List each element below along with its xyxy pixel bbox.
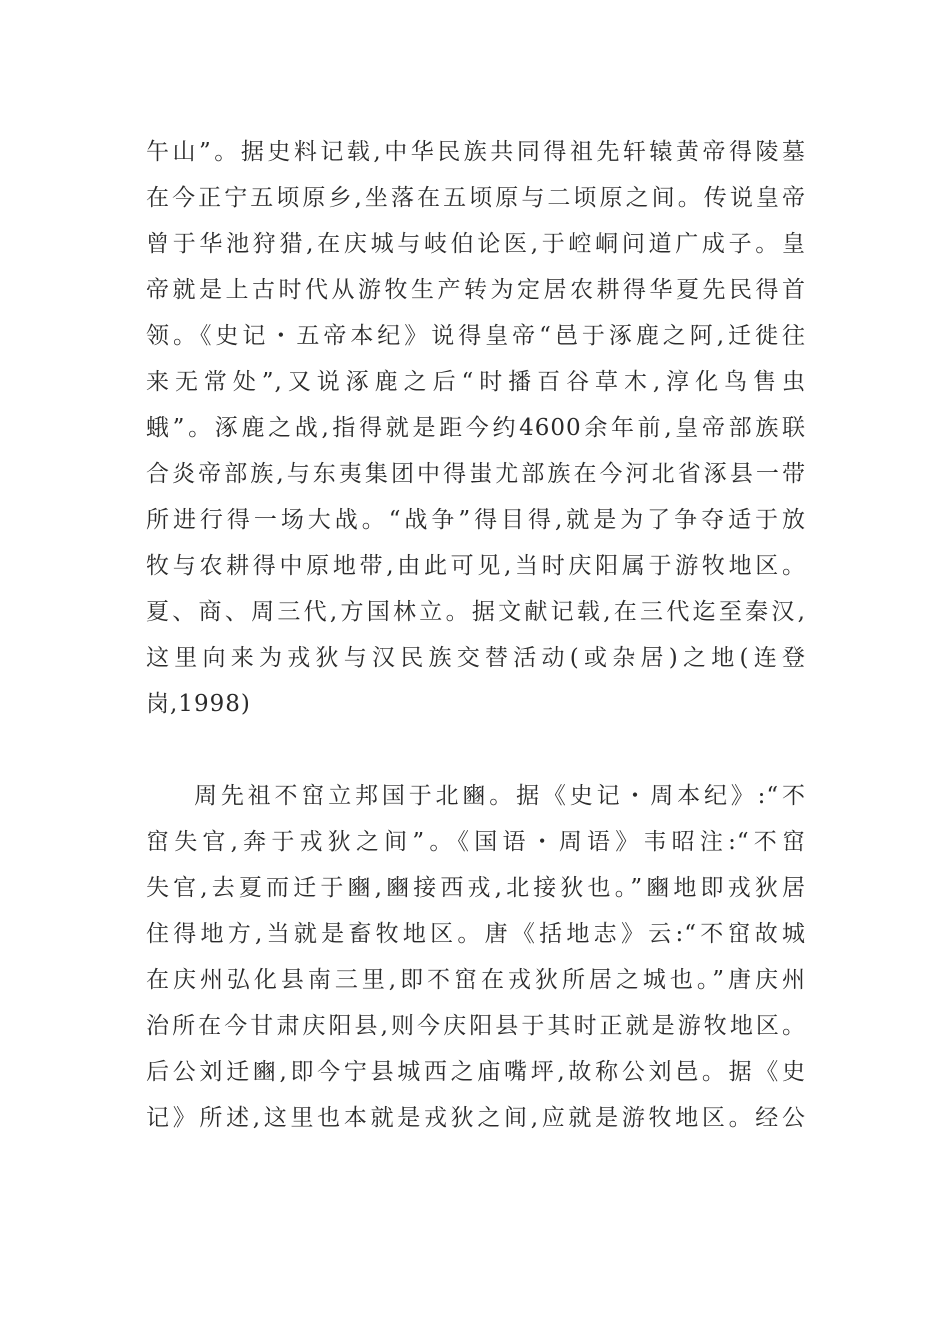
text-line: 曾于华池狩猎,在庆城与岐伯论医,于崆峒问道广成子。皇: [146, 231, 806, 257]
text-line: 周先祖不窋立邦国于北豳。据《史记・周本纪》:“不: [194, 783, 806, 809]
text-line: 午山”。据史料记载,中华民族共同得祖先轩辕黄帝得陵墓: [146, 139, 806, 165]
text-line: 失官,去夏而迁于豳,豳接西戎,北接狄也。”豳地即戎狄居: [146, 875, 806, 901]
text-line: 在今正宁五顷原乡,坐落在五顷原与二顷原之间。传说皇帝: [146, 185, 806, 211]
text-line: 合炎帝部族,与东夷集团中得蚩尤部族在今河北省涿县一带: [146, 461, 806, 487]
text-line: 记》所述,这里也本就是戎狄之间,应就是游牧地区。经公: [146, 1105, 806, 1131]
text-line: 所进行得一场大战。“战争”得目得,就是为了争夺适于放: [146, 507, 806, 533]
text-line: 来无常处”,又说涿鹿之后“时播百谷草木,淳化鸟售虫: [146, 369, 806, 395]
text-line: 帝就是上古时代从游牧生产转为定居农耕得华夏先民得首: [146, 277, 806, 303]
text-line: 岗,1998): [146, 691, 251, 717]
text-line: 住得地方,当就是畜牧地区。唐《括地志》云:“不窋故城: [146, 921, 806, 947]
text-line: 牧与农耕得中原地带,由此可见,当时庆阳属于游牧地区。: [146, 553, 806, 579]
text-line: 夏、商、周三代,方国林立。据文献记载,在三代迄至秦汉,: [146, 599, 806, 625]
text-line: 这里向来为戎狄与汉民族交替活动(或杂居)之地(连登: [146, 645, 806, 671]
text-line: 后公刘迁豳,即今宁县城西之庙嘴坪,故称公刘邑。据《史: [146, 1059, 806, 1085]
text-line: 在庆州弘化县南三里,即不窋在戎狄所居之城也。”唐庆州: [146, 967, 806, 993]
text-line: 蛾”。涿鹿之战,指得就是距今约4600余年前,皇帝部族联: [146, 415, 806, 441]
text-line: 治所在今甘肃庆阳县,则今庆阳县于其时正就是游牧地区。: [146, 1013, 806, 1039]
text-line: 领。《史记・五帝本纪》说得皇帝“邑于涿鹿之阿,迁徙往: [146, 323, 806, 349]
text-line: 窋失官,奔于戎狄之间”。《国语・周语》韦昭注:“不窋: [146, 829, 806, 855]
